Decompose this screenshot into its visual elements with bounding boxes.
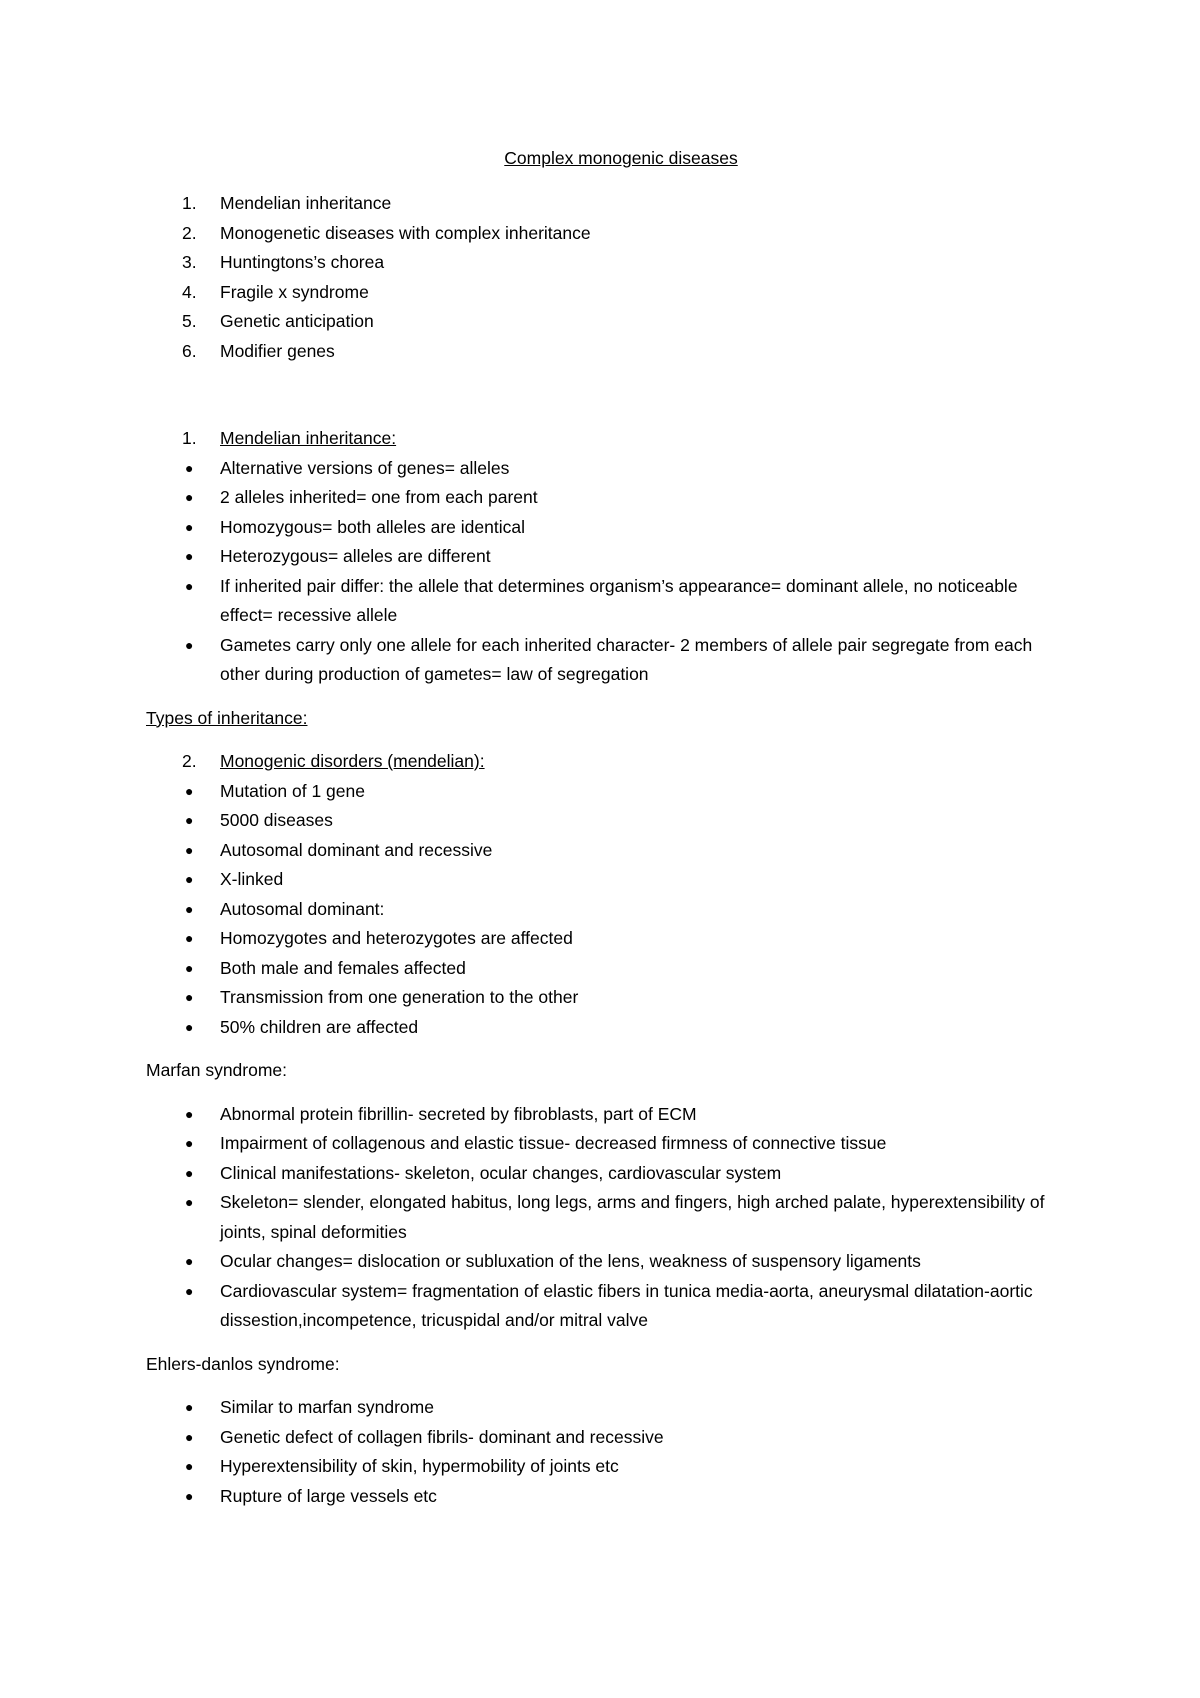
toc-list — [146, 189, 1066, 366]
bullet-icon: ● — [185, 1399, 194, 1415]
spacer — [146, 690, 1066, 704]
bullet-item — [146, 806, 1066, 836]
bullet-item — [146, 924, 1066, 954]
document-title: Complex monogenic diseases — [504, 148, 738, 168]
list-item — [146, 219, 1066, 249]
marfan-heading: Marfan syndrome: — [146, 1060, 288, 1080]
bullet-item — [146, 895, 1066, 925]
bullet-item — [146, 1188, 1066, 1247]
list-number: 1. — [182, 428, 197, 448]
bullet-icon: ● — [185, 1194, 194, 1210]
bullet-icon: ● — [185, 636, 194, 653]
bullet-item — [146, 1482, 1066, 1512]
bullet-text: Hyperextensibility of skin, hypermobility of joints etc — [220, 1456, 619, 1476]
bullet-icon: ● — [185, 548, 194, 564]
bullet-text: 2 alleles inherited= one from each parent — [220, 487, 538, 507]
section-heading-text: Mendelian inheritance: — [220, 428, 397, 448]
bullet-text: Mutation of 1 gene — [220, 780, 365, 801]
bullet-icon: ● — [185, 577, 194, 594]
bullet-item — [146, 1100, 1066, 1130]
bullet-icon: ● — [185, 1253, 194, 1269]
bullet-icon: ● — [185, 1458, 194, 1474]
section-mendelian — [146, 424, 1066, 690]
section-heading — [146, 424, 1066, 454]
bullet-item — [146, 1423, 1066, 1453]
bullet-item — [146, 777, 1066, 807]
spacer — [146, 1379, 1066, 1393]
bullet-icon: ● — [185, 1018, 194, 1035]
section-ehlers-danlos — [146, 1393, 1066, 1511]
bullet-text: X-linked — [220, 869, 284, 889]
bullet-text: Cardiovascular system= fragmentation of elastic fibers in tunica media-aorta, aneurysmal dilatation-aortic dissestion,incompetence, tricuspidal and/or mitral valve — [220, 1280, 1033, 1330]
bullet-item — [146, 836, 1066, 866]
spacer — [146, 733, 1066, 747]
bullet-text: Skeleton= slender, elongated habitus, long legs, arms and fingers, high arched palate, hyperextensibility of joints, spinal deformities — [220, 1192, 1045, 1242]
bullet-item — [146, 954, 1066, 984]
bullet-icon: ● — [185, 518, 194, 535]
section-monogenic — [146, 747, 1066, 1042]
section-heading-text: Monogenic disorders (mendelian): — [220, 751, 485, 771]
section-heading — [146, 747, 1066, 777]
list-item — [146, 307, 1066, 337]
bullet-icon: ● — [185, 871, 194, 887]
list-item-text: Fragile x syndrome — [220, 281, 369, 302]
bullet-icon: ● — [185, 900, 194, 917]
bullet-text: Homozygotes and heterozygotes are affected — [220, 928, 573, 948]
bullet-icon: ● — [185, 1428, 194, 1445]
spacer — [146, 1042, 1066, 1056]
list-number: 6. — [182, 340, 197, 361]
list-number: 2. — [182, 751, 197, 771]
bullet-text: Alternative versions of genes= alleles — [220, 457, 510, 478]
ehlers-heading: Ehlers-danlos syndrome: — [146, 1353, 340, 1374]
bullet-item — [146, 983, 1066, 1013]
bullet-text: Transmission from one generation to the other — [220, 987, 579, 1007]
bullet-text: Impairment of collagenous and elastic tissue- decreased firmness of connective tissue — [220, 1133, 887, 1153]
bullet-icon: ● — [185, 1135, 194, 1151]
bullet-icon: ● — [185, 1164, 194, 1181]
bullet-icon: ● — [185, 930, 194, 946]
bullet-item — [146, 542, 1066, 572]
types-heading: Types of inheritance: — [146, 707, 308, 728]
bullet-item — [146, 631, 1066, 690]
bullet-item — [146, 865, 1066, 895]
bullet-icon: ● — [185, 489, 194, 505]
bullet-icon: ● — [185, 1282, 194, 1299]
bullet-text: Heterozygous= alleles are different — [220, 546, 491, 566]
bullet-icon: ● — [185, 1105, 194, 1122]
list-number: 2. — [182, 222, 197, 243]
bullet-icon: ● — [185, 989, 194, 1005]
bullet-text: Autosomal dominant and recessive — [220, 839, 493, 860]
bullet-item — [146, 1129, 1066, 1159]
bullet-text: Both male and females affected — [220, 957, 466, 978]
bullet-text: Homozygous= both alleles are identical — [220, 516, 525, 537]
bullet-icon: ● — [185, 959, 194, 976]
list-item-text: Monogenetic diseases with complex inheritance — [220, 222, 591, 243]
spacer — [146, 1336, 1066, 1350]
bullet-item — [146, 1013, 1066, 1043]
bullet-icon: ● — [185, 812, 194, 828]
list-number: 5. — [182, 311, 197, 331]
section-marfan — [146, 1100, 1066, 1336]
bullet-text: Ocular changes= dislocation or subluxation of the lens, weakness of suspensory ligaments — [220, 1251, 921, 1271]
list-number: 1. — [182, 193, 197, 213]
bullet-text: Rupture of large vessels etc — [220, 1485, 437, 1506]
list-item-text: Genetic anticipation — [220, 311, 374, 331]
bullet-item — [146, 572, 1066, 631]
bullet-text: Gametes carry only one allele for each inherited character- 2 members of allele pair segregate from each other during production of gametes= law of segregation — [220, 634, 1033, 684]
bullet-text: 50% children are affected — [220, 1016, 419, 1037]
list-item-text: Mendelian inheritance — [220, 193, 392, 213]
list-item-text: Huntingtons’s chorea — [220, 252, 385, 272]
list-item-text: Modifier genes — [220, 340, 335, 361]
bullet-icon: ● — [185, 841, 194, 858]
bullet-icon: ● — [185, 782, 194, 799]
list-item — [146, 278, 1066, 308]
bullet-text: 5000 diseases — [220, 810, 333, 830]
spacer — [146, 1086, 1066, 1100]
bullet-item — [146, 1393, 1066, 1423]
bullet-item — [146, 1159, 1066, 1189]
bullet-item — [146, 483, 1066, 513]
bullet-text: Autosomal dominant: — [220, 898, 385, 919]
spacer — [146, 366, 1066, 424]
list-item — [146, 248, 1066, 278]
bullet-text: Clinical manifestations- skeleton, ocular changes, cardiovascular system — [220, 1162, 782, 1183]
bullet-item — [146, 1277, 1066, 1336]
bullet-text: If inherited pair differ: the allele that determines organism’s appearance= dominant allele, no noticeable effect= recessive allele — [220, 575, 1018, 625]
list-item — [146, 189, 1066, 219]
bullet-icon: ● — [185, 1487, 194, 1504]
bullet-item — [146, 454, 1066, 484]
bullet-item — [146, 513, 1066, 543]
list-number: 3. — [182, 252, 197, 272]
list-item — [146, 337, 1066, 367]
list-number: 4. — [182, 281, 197, 302]
bullet-item — [146, 1247, 1066, 1277]
bullet-item — [146, 1452, 1066, 1482]
bullet-icon: ● — [185, 459, 194, 476]
bullet-text: Similar to marfan syndrome — [220, 1397, 434, 1417]
document-content — [146, 145, 1066, 1511]
bullet-text: Abnormal protein fibrillin- secreted by fibroblasts, part of ECM — [220, 1103, 697, 1124]
bullet-text: Genetic defect of collagen fibrils- dominant and recessive — [220, 1426, 664, 1447]
